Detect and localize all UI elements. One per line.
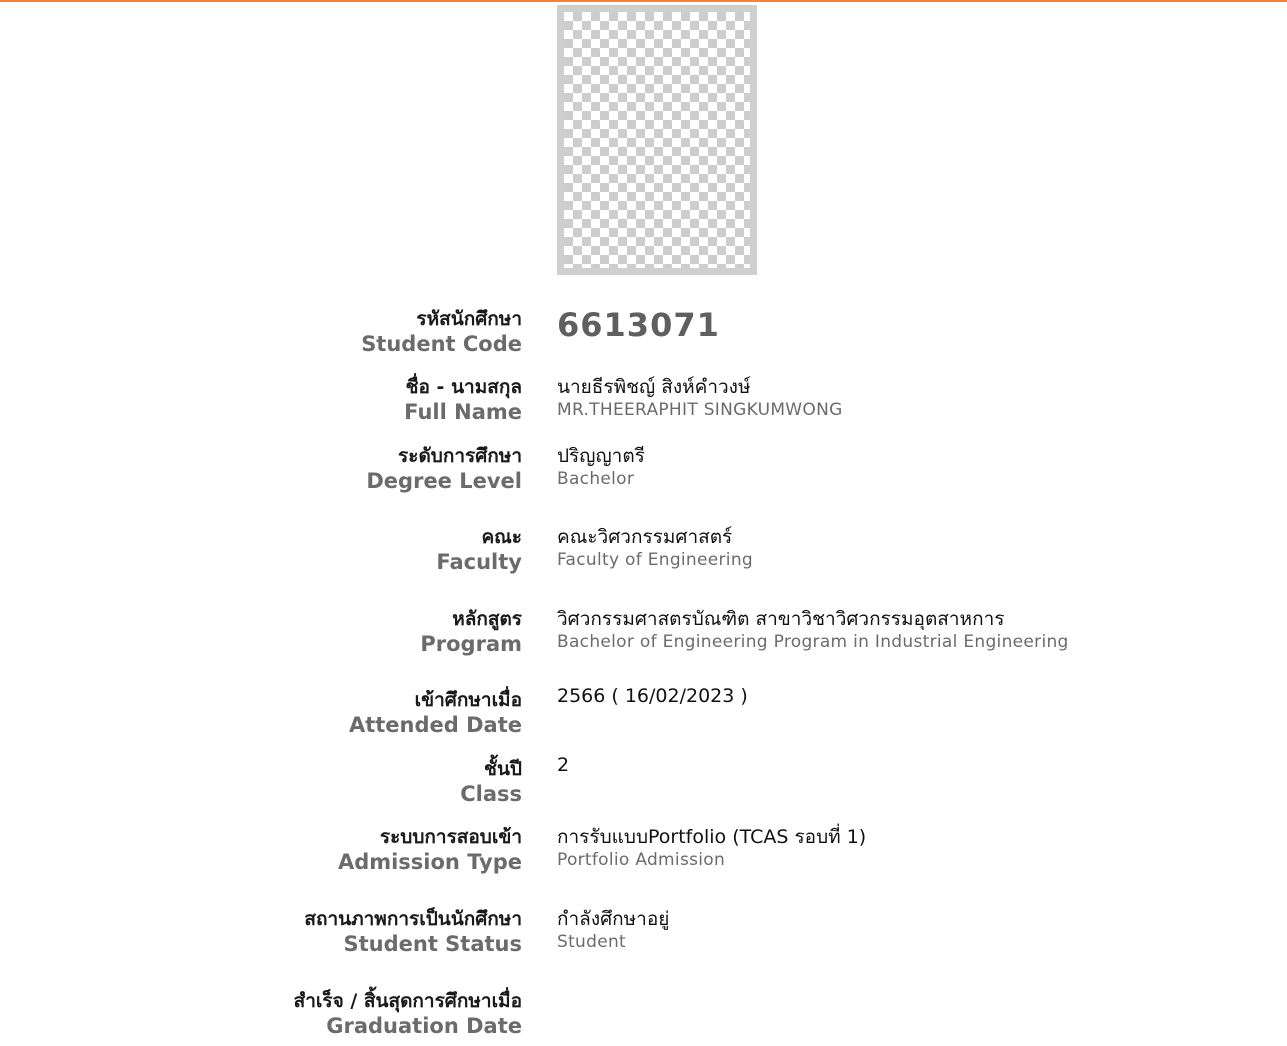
student-code-label-en: Student Code xyxy=(361,332,522,356)
degree-level-label-th: ระดับการศึกษา xyxy=(398,445,522,467)
faculty-value-en: Faculty of Engineering xyxy=(557,550,753,570)
degree-level-value-th: ปริญญาตรี xyxy=(557,445,645,467)
attended-date-value: 2566 ( 16/02/2023 ) xyxy=(557,685,748,707)
degree-level-label-en: Degree Level xyxy=(366,469,522,493)
degree-level-value-en: Bachelor xyxy=(557,469,635,489)
student-status-label-th: สถานภาพการเป็นนักศึกษา xyxy=(304,908,522,930)
admission-type-value-th: การรับแบบPortfolio (TCAS รอบที่ 1) xyxy=(557,826,867,848)
full-name-label-en: Full Name xyxy=(404,400,522,424)
student-status-value-th: กำลังศึกษาอยู่ xyxy=(557,908,670,930)
admission-type-label-en: Admission Type xyxy=(337,850,522,874)
student-status-value-en: Student xyxy=(557,932,627,952)
attended-date-label-th: เข้าศึกษาเมื่อ xyxy=(414,689,522,711)
student-code-label-th: รหัสนักศึกษา xyxy=(416,308,522,330)
program-label-en: Program xyxy=(420,632,522,656)
program-value-th: วิศวกรรมศาสตรบัณฑิต สาขาวิชาวิศวกรรมอุตสาหการ xyxy=(557,608,1005,630)
full-name-value-th: นายธีรพิชญ์ สิงห์คำวงษ์ xyxy=(557,376,751,398)
class-value: 2 xyxy=(557,754,570,776)
admission-type-value-en: Portfolio Admission xyxy=(557,850,726,870)
graduation-date-label-th: สำเร็จ / สิ้นสุดการศึกษาเมื่อ xyxy=(293,990,522,1012)
top-accent-bar xyxy=(0,0,1287,2)
class-label-en: Class xyxy=(460,782,522,806)
student-status-label-en: Student Status xyxy=(343,932,522,956)
full-name-label-th: ชื่อ - นามสกุล xyxy=(405,376,522,398)
admission-type-label-th: ระบบการสอบเข้า xyxy=(379,826,522,848)
attended-date-label-en: Attended Date xyxy=(348,713,522,737)
student-code-value: 6613071 xyxy=(557,306,720,344)
program-value-en: Bachelor of Engineering Program in Industrial Engineering xyxy=(557,632,1069,652)
full-name-value-en: MR.THEERAPHIT SINGKUMWONG xyxy=(557,400,843,420)
faculty-label-th: คณะ xyxy=(481,526,522,548)
faculty-label-en: Faculty xyxy=(436,550,522,574)
class-label-th: ชั้นปี xyxy=(484,758,522,780)
program-label-th: หลักสูตร xyxy=(452,608,522,630)
student-photo-placeholder xyxy=(557,5,757,275)
faculty-value-th: คณะวิศวกรรมศาสตร์ xyxy=(557,526,733,548)
graduation-date-label-en: Graduation Date xyxy=(326,1014,522,1038)
